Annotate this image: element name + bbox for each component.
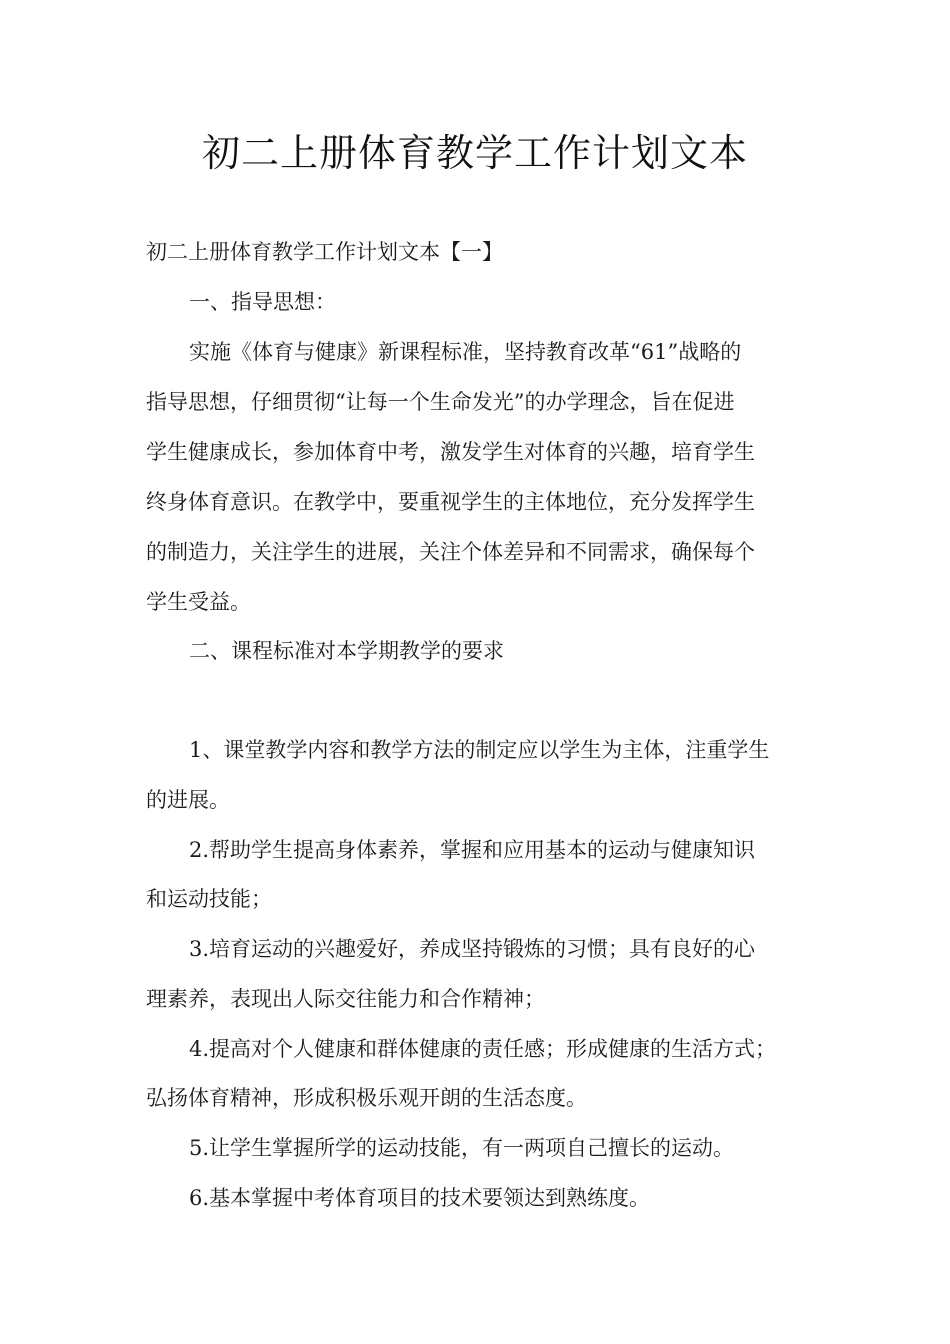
list-item-line: 1、课堂教学内容和教学方法的制定应以学生为主体，注重学生 bbox=[189, 738, 770, 762]
paragraph-line: 学生健康成长，参加体育中考，激发学生对体育的兴趣，培育学生 bbox=[146, 440, 755, 464]
paragraph-line: 实施《体育与健康》新课程标准，坚持教育改革“61”战略的 bbox=[189, 340, 742, 364]
list-item-line: 弘扬体育精神，形成积极乐观开朗的生活态度。 bbox=[146, 1086, 587, 1110]
section-heading-curriculum-requirements: 二、课程标准对本学期教学的要求 bbox=[189, 639, 504, 663]
list-item-line: 3.培育运动的兴趣爱好，养成坚持锻炼的习惯；具有良好的心 bbox=[189, 937, 756, 961]
section-heading-guiding-thought: 一、指导思想： bbox=[189, 290, 336, 314]
list-item-line: 5.让学生掌握所学的运动技能，有一两项自己擅长的运动。 bbox=[189, 1136, 735, 1160]
list-item-line: 2.帮助学生提高身体素养，掌握和应用基本的运动与健康知识 bbox=[189, 838, 756, 862]
list-item-line: 理素养，表现出人际交往能力和合作精神； bbox=[146, 987, 545, 1011]
paragraph-line: 学生受益。 bbox=[146, 590, 251, 614]
paragraph-line: 终身体育意识。在教学中，要重视学生的主体地位，充分发挥学生 bbox=[146, 490, 755, 514]
paragraph-line: 的制造力，关注学生的进展，关注个体差异和不同需求，确保每个 bbox=[146, 540, 755, 564]
document-title: 初二上册体育教学工作计划文本 bbox=[201, 131, 748, 175]
document-subtitle: 初二上册体育教学工作计划文本【一】 bbox=[146, 240, 503, 264]
list-item-line: 和运动技能； bbox=[146, 887, 272, 911]
paragraph-line: 指导思想，仔细贯彻“让每一个生命发光”的办学理念，旨在促进 bbox=[146, 390, 735, 414]
list-item-line: 4.提高对个人健康和群体健康的责任感；形成健康的生活方式； bbox=[189, 1037, 777, 1061]
list-item-line: 的进展。 bbox=[146, 788, 230, 812]
list-item-line: 6.基本掌握中考体育项目的技术要领达到熟练度。 bbox=[189, 1186, 651, 1210]
